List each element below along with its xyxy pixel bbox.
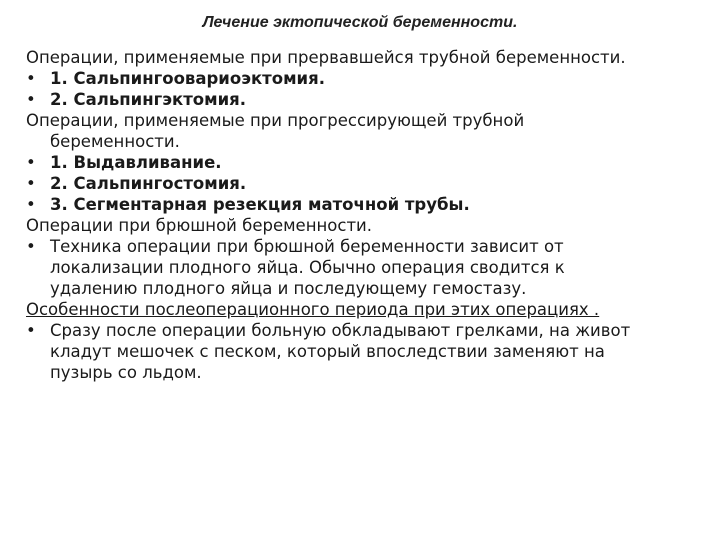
bullet-icon: • [26, 69, 36, 88]
list-item [26, 173, 638, 194]
list-item [26, 236, 638, 299]
bullet-icon: • [26, 153, 36, 172]
list-item-text: 2. Сальпингостомия. [50, 174, 247, 193]
list-item-text: 1. Сальпингоовариоэктомия. [50, 69, 325, 88]
slide-body [26, 47, 638, 383]
section-heading-progressing: Операции, применяемые при прогрессирующей трубной беременности. [26, 111, 525, 151]
list-item-text: Техника операции при брюшной беременности зависит от локализации плодного яйца. Обычно операция сводится к удалению плодного яйца и последующему гемостазу. [50, 237, 565, 298]
section-heading-postoperative [26, 299, 638, 320]
bullet-icon: • [26, 90, 36, 109]
list-item [26, 194, 638, 215]
section-heading-abdominal: Операции при брюшной беременности. [26, 216, 373, 235]
section-heading-ruptured: Операции, применяемые при прервавшейся трубной беременности. [26, 48, 626, 67]
slide-title: Лечение эктопической беременности. [202, 14, 518, 31]
list-item [26, 68, 638, 89]
list-item-text: 2. Сальпингэктомия. [50, 90, 247, 109]
bullet-icon: • [26, 237, 36, 256]
list-item [26, 320, 638, 383]
bullet-icon: • [26, 321, 36, 340]
list-item-text: 3. Сегментарная резекция маточной трубы. [50, 195, 470, 214]
bullet-icon: • [26, 195, 36, 214]
list-item-text: 1. Выдавливание. [50, 153, 222, 172]
bullet-icon: • [26, 174, 36, 193]
list-item [26, 89, 638, 110]
list-item-text: Сразу после операции больную обкладывают грелками, на живот кладут мешочек с песком, который впоследствии заменяют на пузырь со льдом. [50, 321, 631, 382]
list-item [26, 152, 638, 173]
section-heading-text: Особенности послеоперационного периода при этих операциях . [26, 300, 600, 319]
